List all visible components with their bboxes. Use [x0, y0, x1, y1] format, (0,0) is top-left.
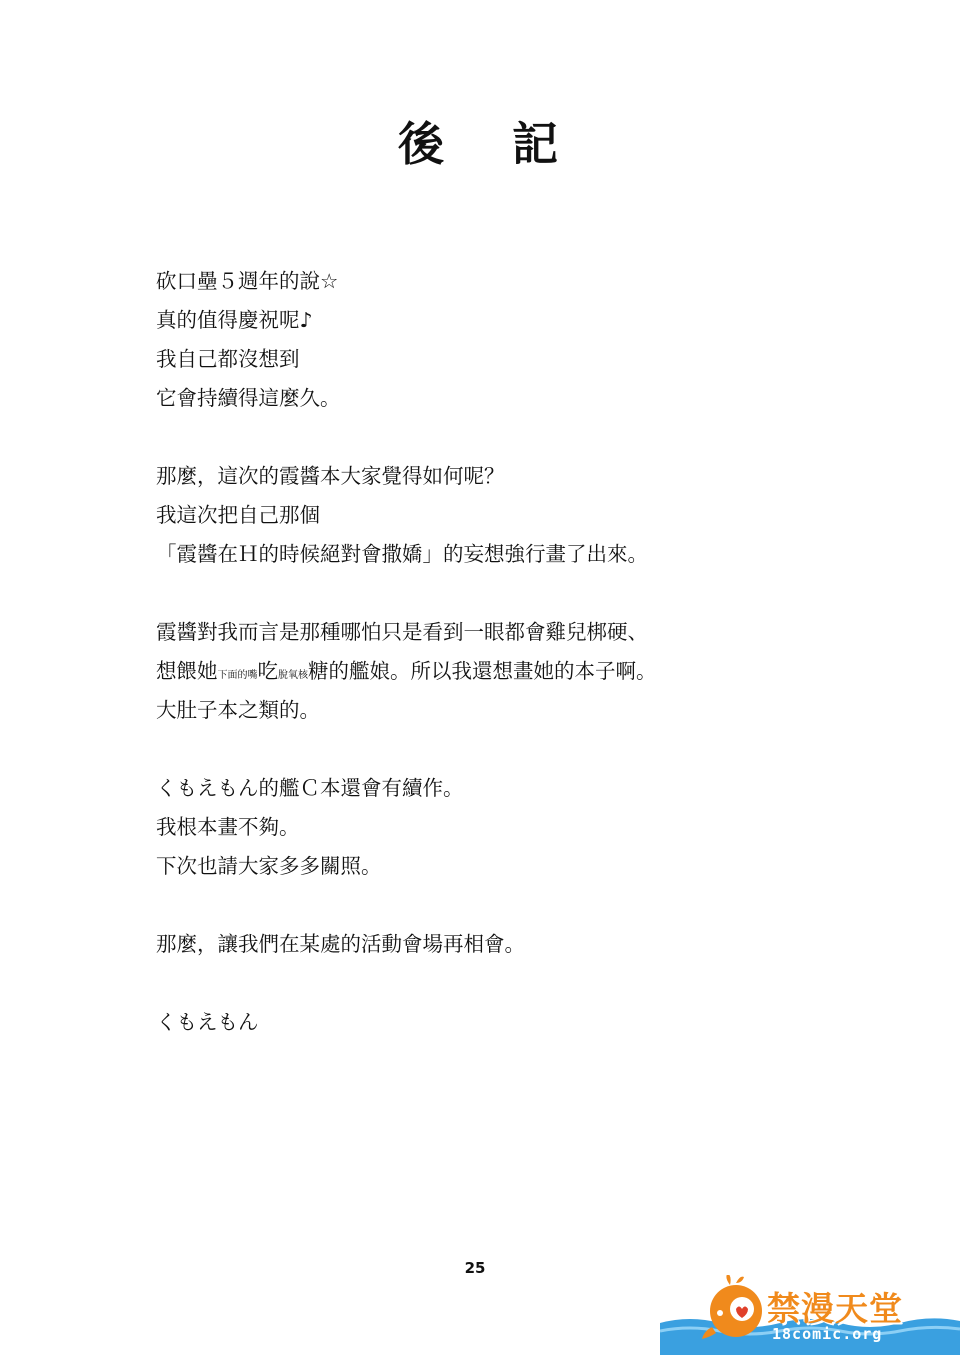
text-line: 那麼，這次的霞醬本大家覺得如何呢？ — [156, 464, 505, 488]
paragraph-3 — [156, 613, 876, 730]
text-line: 它會持續得這麼久。 — [156, 386, 341, 410]
text-line: 我根本畫不夠。 — [156, 815, 300, 839]
site-watermark — [660, 1275, 960, 1355]
afterword-body — [156, 262, 876, 1042]
paragraph-2 — [156, 457, 876, 574]
paragraph-5 — [156, 925, 876, 964]
small-annotation: 下面的嘴 — [217, 670, 258, 681]
author-name: くもえもん — [156, 1010, 259, 1034]
text-line: 那麼，讓我們在某處的活動會場再相會。 — [156, 932, 525, 956]
paragraph-1 — [156, 262, 876, 418]
text-line: 大肚子本之類的。 — [156, 698, 320, 722]
text-segment: 糖的艦娘。所以我還想畫她的本子啊。 — [308, 659, 657, 683]
page-title: 後 記 — [397, 117, 562, 171]
text-line: 「霞醬在Ｈ的時候絕對會撒嬌」的妄想強行畫了出來。 — [156, 542, 648, 566]
text-line: 真的值得慶祝呢♪ — [156, 308, 313, 332]
text-segment: 想餵她 — [156, 659, 218, 683]
small-annotation: 脫氧核 — [278, 670, 308, 681]
text-line: 霞醬對我而言是那種哪怕只是看到一眼都會雞兒梆硬、 — [156, 620, 648, 644]
text-line: 下次也請大家多多關照。 — [156, 854, 382, 878]
text-line: 砍口壘５週年的說☆ — [156, 269, 339, 293]
watermark-url: 18comic.org — [772, 1325, 883, 1343]
page-number: 25 — [464, 1259, 486, 1277]
text-segment: 吃 — [257, 659, 278, 683]
whale-mascot-icon — [702, 1275, 762, 1339]
watermark-brand: 禁漫天堂 — [767, 1289, 903, 1328]
text-line: くもえもん的艦Ｃ本還會有續作。 — [156, 776, 464, 800]
paragraph-4 — [156, 769, 876, 886]
signature — [156, 1003, 876, 1042]
text-line-mixed — [156, 652, 876, 691]
text-line: 我自己都沒想到 — [156, 347, 300, 371]
text-line: 我這次把自己那個 — [156, 503, 320, 527]
